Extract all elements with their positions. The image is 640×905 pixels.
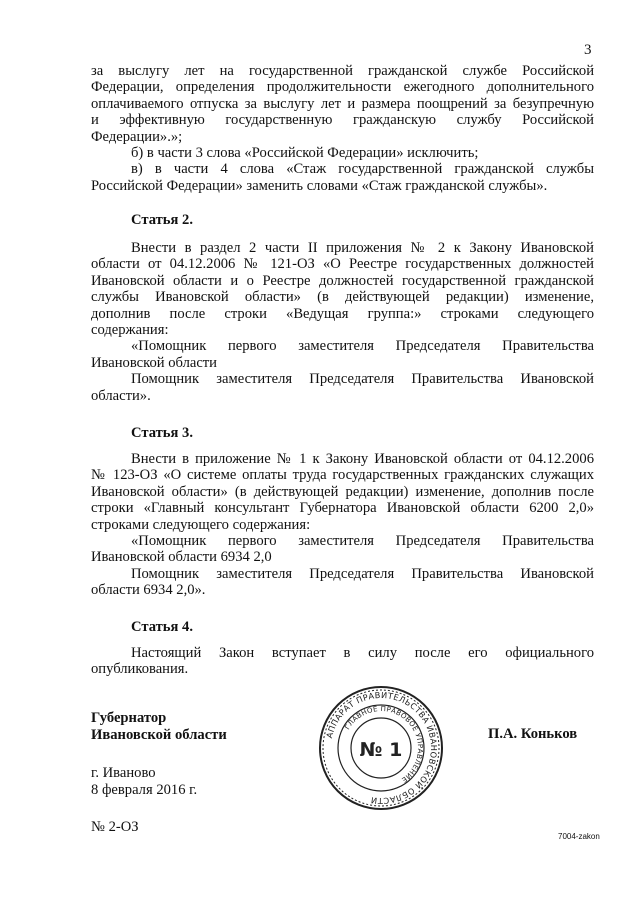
text-line: Помощник заместителя Председателя Правительства Ивановской xyxy=(131,371,594,388)
text-line: оплачиваемого отпуска за выслугу лет и размера поощрений за безупречную xyxy=(91,95,594,112)
stamp-outer-text: АППАРАТ ПРАВИТЕЛЬСТВА ИВАНОВСКОЙ ОБЛАСТИ xyxy=(324,689,440,807)
text-line: Внести в приложение № 1 к Закону Ивановской области от 04.12.2006 xyxy=(131,451,594,467)
text-line: Ивановской области и о Реестре должностей государственной гражданской xyxy=(91,272,594,289)
article-4-body xyxy=(91,645,594,678)
stamp-number: № 1 xyxy=(359,739,403,761)
text-line: и эффективную государственную гражданскую службу Российской xyxy=(91,112,594,129)
signatory-name: П.А. Коньков xyxy=(488,726,578,742)
text-line: опубликования. xyxy=(91,661,189,678)
text-line: дополнив после строки «Ведущая группа:» строками следующего xyxy=(91,305,594,322)
text-line: Федерации».»; xyxy=(91,128,183,145)
signatory-title-line: Губернатор xyxy=(91,710,167,726)
text-line: строки «Главный консультант Губернатора Ивановской области 6200 2,0» xyxy=(91,500,594,517)
article-3-body xyxy=(91,451,594,599)
stamp-inner-text: ГЛАВНОЕ ПРАВОВОЕ УПРАВЛЕНИЕ xyxy=(343,704,425,785)
text-line: строками следующего содержания: xyxy=(91,516,311,533)
text-line: «Помощник первого заместителя Председателя Правительства xyxy=(131,338,594,355)
text-line: содержания: xyxy=(91,322,169,339)
text-line: Помощник заместителя Председателя Правительства Ивановской xyxy=(131,565,594,582)
page-number: 3 xyxy=(584,42,592,58)
place-and-date xyxy=(91,765,197,799)
law-number: № 2-ОЗ xyxy=(91,819,139,835)
text-line: области 6934 2,0». xyxy=(91,582,206,599)
text-line: Внести в раздел 2 части II приложения № 2 к Закону Ивановской xyxy=(131,240,594,256)
text-line: службы Ивановской области» (в действующей редакции) изменение, xyxy=(91,289,594,306)
file-code: 7004-zakon xyxy=(558,832,600,841)
official-stamp xyxy=(316,683,446,813)
text-line: в) в части 4 слова «Стаж государственной гражданской службы xyxy=(131,161,594,178)
text-line: области от 04.12.2006 № 121-ОЗ «О Реестре государственных должностей xyxy=(91,256,594,273)
continuation-paragraph xyxy=(91,63,594,194)
article-2-heading: Статья 2. xyxy=(131,212,193,228)
text-line: Ивановской области xyxy=(91,354,217,371)
text-line: Российской Федерации» заменить словами «Стаж гражданской службы». xyxy=(91,177,548,194)
text-line: Настоящий Закон вступает в силу после его официального xyxy=(131,645,594,661)
article-3-heading: Статья 3. xyxy=(131,425,193,441)
text-line: «Помощник первого заместителя Председателя Правительства xyxy=(131,533,594,550)
article-4-heading: Статья 4. xyxy=(131,619,193,635)
article-2-body xyxy=(91,240,594,404)
signatory-title-line: Ивановской области xyxy=(91,727,227,743)
text-line: № 123-ОЗ «О системе оплаты труда государственных гражданских служащих xyxy=(91,467,594,484)
signatory-title xyxy=(91,710,227,744)
text-line: Ивановской области» (в действующей редакции) изменение, дополнив после xyxy=(91,483,594,500)
text-line: Федерации, определения продолжительности ежегодного дополнительного xyxy=(91,79,594,96)
item-b: б) в части 3 слова «Российской Федерации» исключить; xyxy=(131,145,479,162)
date: 8 февраля 2016 г. xyxy=(91,782,198,798)
text-line: Ивановской области 6934 2,0 xyxy=(91,549,272,566)
place: г. Иваново xyxy=(91,765,156,781)
text-line: области». xyxy=(91,387,151,404)
text-line: за выслугу лет на государственной гражданской службе Российской xyxy=(91,63,594,79)
